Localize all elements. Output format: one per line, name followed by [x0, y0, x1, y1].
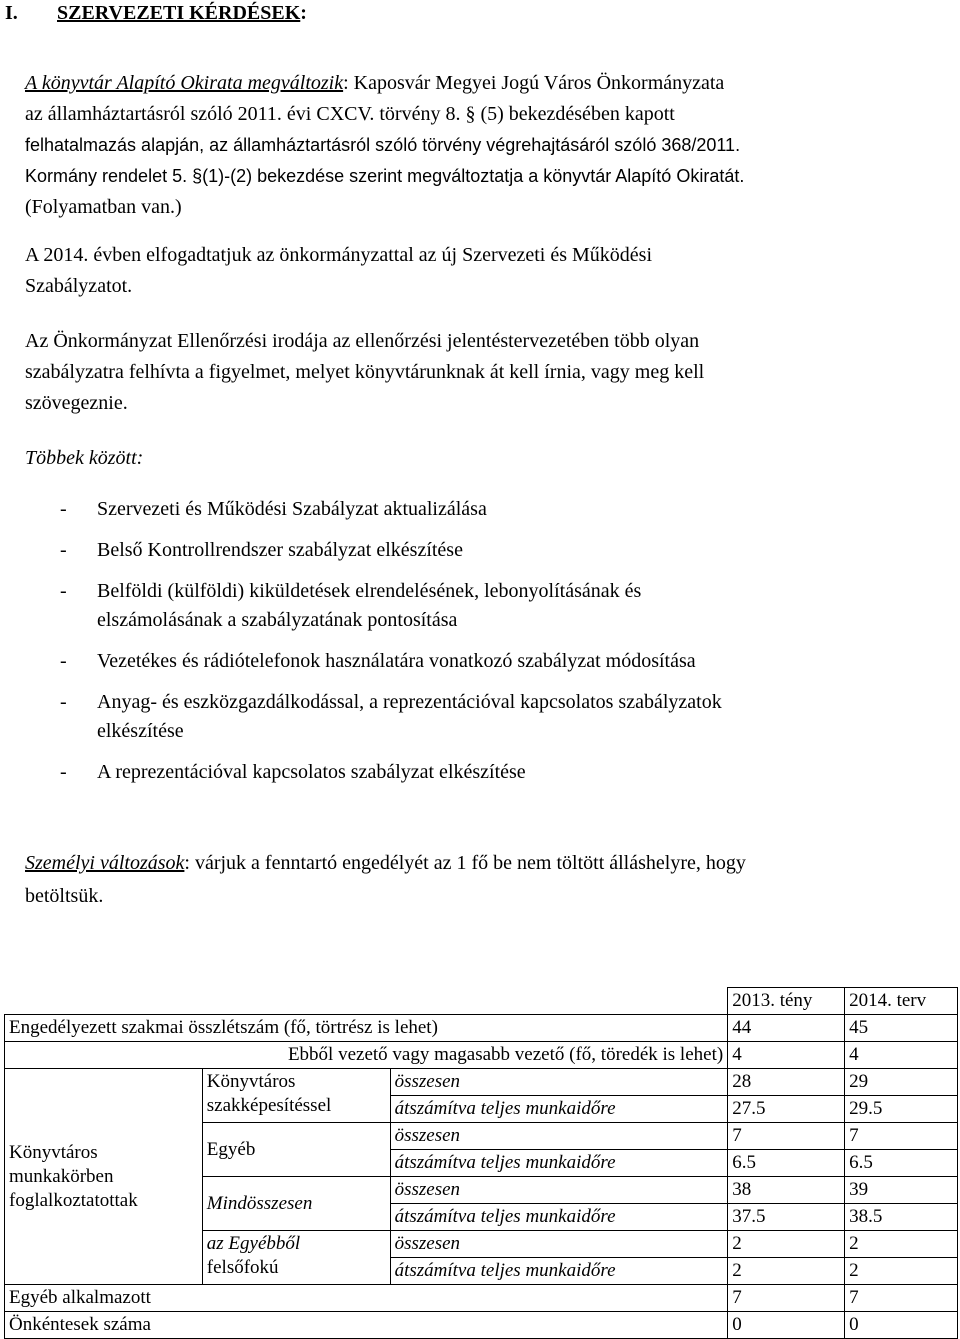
- founding-charter-paragraph: A könyvtár Alapító Okirata megváltozik: Kaposvár Megyei Jogú Város Önkormányzata az államháztartásról szóló 2011. évi CXCV. törvény 8. § (5) bekezdésében kapott felhatalmazás alapján, az államháztartásról szóló törvény végrehajtásáról szóló 368/2011. Kormány rendelet 5. §(1)-(2) bekezdése szerint megváltoztatja a könyvtár Alapító Okiratát. (Folyamatban van.): [25, 72, 745, 218]
- group-label: Könyvtáros munkakörben foglalkoztatottak: [5, 1069, 203, 1285]
- heading-title: SZERVEZETI KÉRDÉSEK: [57, 2, 301, 24]
- personnel-label: Személyi változások: [25, 852, 185, 874]
- table-row: az Egyébből felsőfokú összesen 2 2: [5, 1231, 958, 1258]
- table-row: Ebből vezető vagy magasabb vezető (fő, töredék is lehet) 4 4: [5, 1042, 958, 1069]
- founding-charter-label: A könyvtár Alapító Okirata megváltozik: [25, 72, 344, 94]
- table-row: átszámítva teljes munkaidőre 27.5 29.5: [5, 1096, 958, 1123]
- ssz-paragraph: A 2014. évben elfogadtatjuk az önkormányzattal az új Szervezeti és Működési Szabályzatot.: [25, 244, 653, 297]
- audit-paragraph: Az Önkormányzat Ellenőrzési irodája az ellenőrzési jelentéstervezetében több olyan szabályzatra felhívta a figyelmet, melyet könyvtárunknak át kell írnia, vagy meg kell szövegeznie.: [25, 330, 705, 414]
- table-row: Engedélyezett szakmai összlétszám (fő, törtrész is lehet) 44 45: [5, 1015, 958, 1042]
- list-item: - Belföldi (külföldi) kiküldetések elrendelésének, lebonyolításának és elszámolásának a szabályzatának pontosítása: [60, 580, 642, 631]
- list-item: - Szervezeti és Működési Szabályzat aktualizálása: [60, 498, 487, 520]
- table-header-row: [5, 988, 958, 1015]
- among-label: Többek között:: [25, 447, 144, 469]
- col-2014-header: 2014. terv: [845, 988, 958, 1015]
- heading-number: I.: [5, 2, 18, 24]
- table-row: Egyéb összesen 7 7: [5, 1123, 958, 1150]
- table-row: átszámítva teljes munkaidőre 2 2: [5, 1258, 958, 1285]
- list-item: - Vezetékes és rádiótelefonok használatára vonatkozó szabályzat módosítása: [60, 650, 696, 672]
- table-row: Egyéb alkalmazott 7 7: [5, 1285, 958, 1312]
- section-heading: [5, 2, 307, 25]
- heading-suffix: :: [300, 2, 307, 24]
- table-row: átszámítva teljes munkaidőre 6.5 6.5: [5, 1150, 958, 1177]
- staff-table: [4, 987, 958, 1339]
- table-row: Mindösszesen összesen 38 39: [5, 1177, 958, 1204]
- col-2013-header: 2013. tény: [728, 988, 845, 1015]
- regulation-list: [25, 495, 925, 799]
- personnel-paragraph: Személyi változások: várjuk a fenntartó engedélyét az 1 fő be nem töltött álláshelyre, hogy betöltsük.: [25, 852, 746, 907]
- list-item: - Belső Kontrollrendszer szabályzat elkészítése: [60, 539, 463, 561]
- table-row: Könyvtáros munkakörben foglalkoztatottak Könyvtáros szakképesítéssel összesen 28 29: [5, 1069, 958, 1096]
- table-row: Önkéntesek száma 0 0: [5, 1312, 958, 1339]
- list-item: - A reprezentációval kapcsolatos szabályzat elkészítése: [60, 761, 526, 783]
- list-item: - Anyag- és eszközgazdálkodással, a reprezentációval kapcsolatos szabályzatok elkészítése: [60, 691, 722, 742]
- table-row: átszámítva teljes munkaidőre 37.5 38.5: [5, 1204, 958, 1231]
